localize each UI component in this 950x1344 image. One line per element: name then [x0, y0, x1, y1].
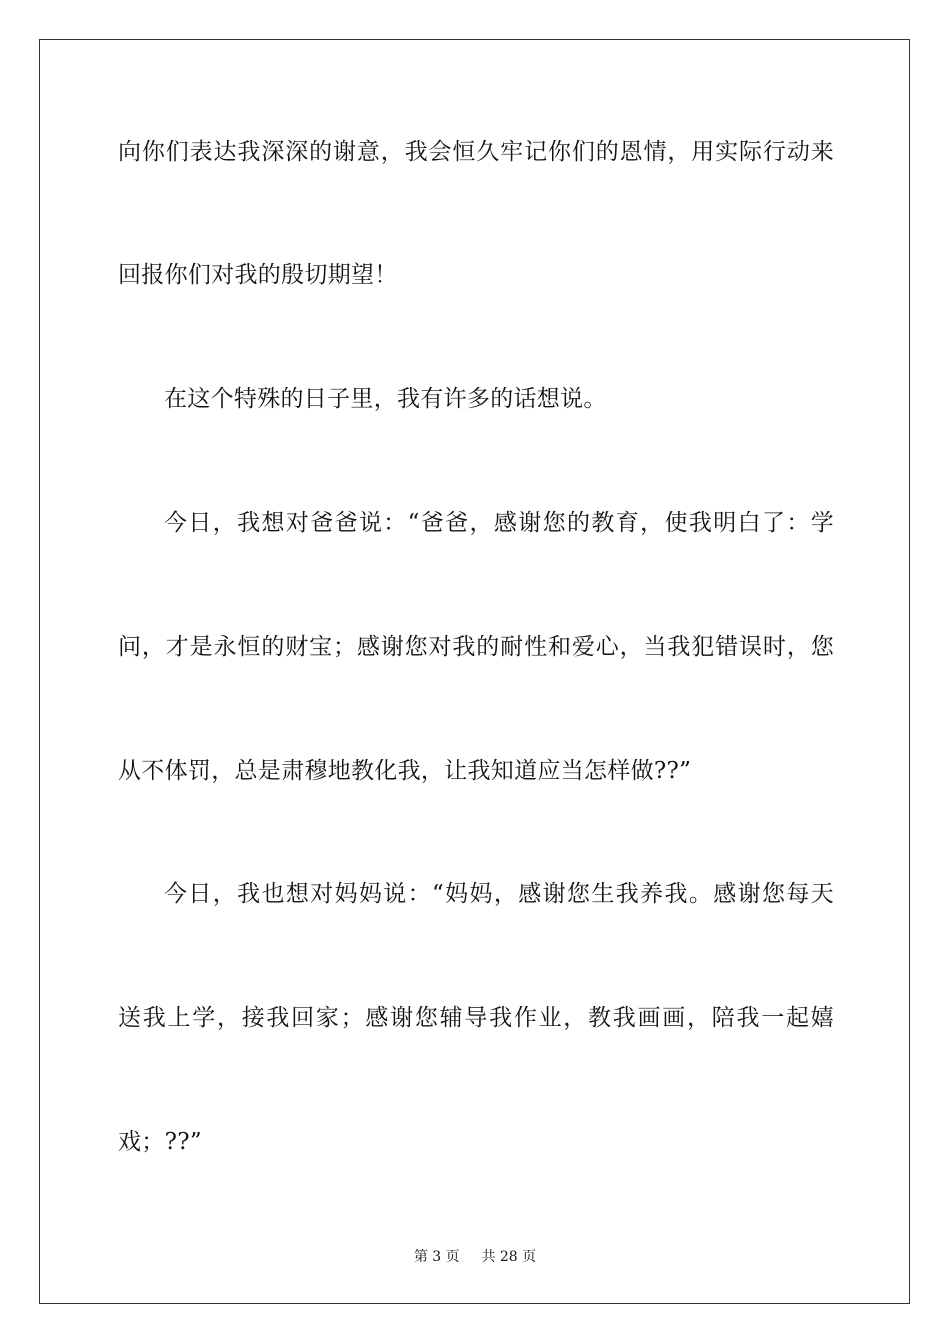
total-pages: 共 28 页: [481, 1249, 537, 1265]
text-line-4: 今日，我想对爸爸说：“爸爸，感谢您的教育，使我明白了：学: [164, 510, 834, 536]
page-number: 第 3 页: [413, 1249, 460, 1265]
text-line-8: 送我上学，接我回家；感谢您辅导我作业，教我画画，陪我一起嬉: [118, 1005, 834, 1031]
page-border: [39, 39, 910, 1304]
text-line-1: 向你们表达我深深的谢意，我会恒久牢记你们的恩情，用实际行动来: [118, 139, 834, 165]
text-line-3: 在这个特殊的日子里，我有许多的话想说。: [164, 386, 607, 412]
text-line-5: 问，才是永恒的财宝；感谢您对我的耐性和爱心，当我犯错误时，您: [118, 634, 834, 660]
page-footer: [0, 1247, 950, 1267]
text-line-7: 今日，我也想对妈妈说：“妈妈，感谢您生我养我。感谢您每天: [164, 881, 834, 907]
text-line-9: 戏；??”: [118, 1129, 202, 1155]
text-line-2: 回报你们对我的殷切期望！: [118, 262, 398, 288]
text-line-6: 从不体罚，总是肃穆地教化我，让我知道应当怎样做??”: [118, 758, 692, 784]
